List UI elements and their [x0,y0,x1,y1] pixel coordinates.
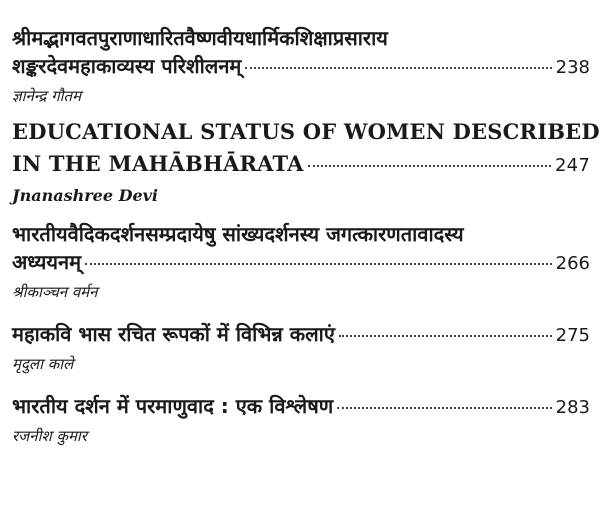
page-number: 247 [555,155,590,176]
entry-title-line: शङ्करदेवमहाकाव्यस्य परिशीलनम् [12,54,242,78]
entry-title-last-line [12,248,590,278]
toc-entry [12,24,590,106]
toc-entry [12,220,590,302]
entry-title-last-line [12,320,590,350]
entry-title-line: EDUCATIONAL STATUS OF WOMEN DESCRIBED [12,119,600,144]
entry-title-last-line [12,52,590,82]
entry-author: Jnanashree Devi [12,186,158,205]
toc-entry [12,392,590,446]
entry-title-last-line [12,392,590,422]
entry-author: श्रीकाञ्चन वर्मन [12,283,98,301]
entry-author: ज्ञानेन्द्र गौतम [12,87,82,105]
entry-author: रजनीश कुमार [12,427,87,445]
entry-title-line: भारतीय दर्शन में परमाणुवाद : एक विश्लेषण [12,394,334,418]
dot-leader [339,335,552,337]
dot-leader [337,407,551,409]
entry-title-line: श्रीमद्भागवतपुराणाधारितवैष्णवीयधार्मिकशिक्षाप्रसाराय [12,26,388,50]
dot-leader [85,263,552,265]
entry-title-line: महाकवि भास रचित रूपकों में विभिन्न कलाएं [12,322,335,346]
entry-title-last-line [12,148,590,182]
page-number: 275 [555,325,590,346]
toc-entry [12,320,590,374]
entry-title-line: अध्ययनम् [12,250,82,274]
page-number: 266 [555,253,590,274]
entry-title-line: भारतीयवैदिकदर्शनसम्प्रदायेषु सांख्यदर्शनस्य जगत्कारणतावादस्य [12,222,464,246]
entry-author: मृदुला काले [12,355,74,373]
dot-leader [308,165,551,167]
entry-title-line: IN THE MAHĀBHĀRATA [12,151,304,176]
table-of-contents [12,24,600,446]
toc-entry [12,116,600,206]
dot-leader [245,67,551,69]
page-number: 283 [555,397,590,418]
page-number: 238 [555,57,590,78]
